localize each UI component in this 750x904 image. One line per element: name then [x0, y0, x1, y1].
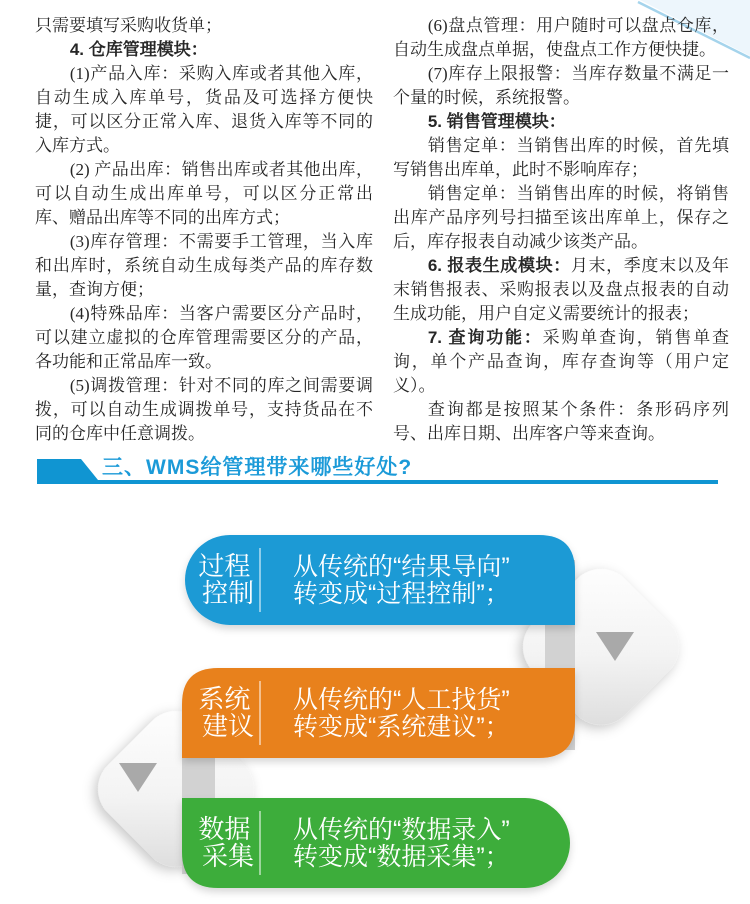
paragraph: [393, 254, 729, 326]
paragraph-text: 销售定单：当销售出库的时候，将销售出库产品序列号扫描至该出库单上，保存之后，库存报表自动减少该类产品。: [393, 184, 729, 251]
paragraph: [393, 110, 729, 134]
paragraph-lead: 5. 销售管理模块：: [427, 112, 566, 131]
paragraph-text: (2) 产品出库：销售出库或者其他出库，可以自动生成出库单号，可以区分正常出库、赠品出库等不同的出库方式；: [35, 160, 373, 227]
banner-data-collection: [182, 798, 570, 888]
banner-text: 从传统的“数据录入” 转变成“数据采集”；: [293, 816, 510, 871]
wms-benefits-diagram: [0, 514, 750, 904]
paragraph-text: (4)特殊品库：当客户需要区分产品时，可以建立虚拟的仓库管理需要区分的产品，各功能和正常品库一致。: [35, 304, 373, 371]
paragraph-text: (7)库存上限报警：当库存数量不满足一个量的时候，系统报警。: [393, 64, 729, 107]
paragraph-text: (1)产品入库：采购入库或者其他入库，自动生成入库单号，货品及可选择方便快捷，可以区分正常入库、退货入库等不同的入库方式。: [35, 64, 373, 155]
section-header-accent: [37, 459, 99, 480]
banner-system-suggestion: [182, 668, 575, 758]
paragraph: [35, 374, 373, 446]
paragraph-text: (3)库存管理：不需要手工管理，当入库和出库时，系统自动生成每类产品的库存数量，查询方便；: [35, 232, 373, 299]
text-column-right: [393, 14, 729, 446]
section-header: [37, 458, 718, 484]
banner-label: 数据 采集: [198, 814, 255, 871]
paragraph-lead: 4. 仓库管理模块：: [69, 40, 208, 59]
paragraph-text: 月末，季度末以及年末销售报表、采购报表以及盘点报表的自动生成功能，用户自定义需要统计的报表；: [393, 256, 729, 323]
section-title: 三、WMS给管理带来哪些好处?: [102, 456, 413, 479]
paragraph: [393, 398, 729, 446]
paragraph-lead: 7. 查询功能：: [427, 328, 543, 347]
banner-text: 从传统的“人工找货” 转变成“系统建议”；: [293, 686, 510, 741]
accent-shape: [37, 459, 98, 480]
paragraph-text: (5)调拨管理：针对不同的库之间需要调拨，可以自动生成调拨单号，支持货品在不同的仓库中任意调拨。: [35, 376, 373, 443]
paragraph: [393, 182, 729, 254]
text-column-left: [35, 14, 373, 446]
banner-text: 从传统的“结果导向” 转变成“过程控制”；: [293, 553, 510, 608]
paragraph-text: 查询都是按照某个条件：条形码序列号、出库日期、出库客户等来查询。: [393, 400, 729, 443]
paragraph-text: 只需要填写采购收货单；: [35, 16, 222, 35]
paragraph-text: (6)盘点管理：用户随时可以盘点仓库，自动生成盘点单据，使盘点工作方便快捷。: [393, 16, 729, 59]
paragraph: [35, 14, 373, 38]
paragraph: [393, 62, 729, 110]
banner-process-control: [185, 535, 575, 625]
paragraph: [393, 14, 729, 62]
paragraph-text: 销售定单：当销售出库的时候，首先填写销售出库单，此时不影响库存；: [393, 136, 729, 179]
paragraph: [35, 38, 373, 62]
paragraph-text: 采购单查询，销售单查询，单个产品查询，库存查询等（用户定义）。: [393, 328, 730, 395]
paragraph: [35, 62, 373, 158]
paragraph: [35, 158, 373, 230]
paragraph: [393, 326, 729, 398]
paragraph: [393, 134, 729, 182]
banner-label: 过程 控制: [198, 551, 255, 608]
banner-label: 系统 建议: [198, 684, 255, 741]
paragraph-lead: 6. 报表生成模块：: [427, 256, 571, 275]
paragraph: [35, 230, 373, 302]
paragraph: [35, 302, 373, 374]
